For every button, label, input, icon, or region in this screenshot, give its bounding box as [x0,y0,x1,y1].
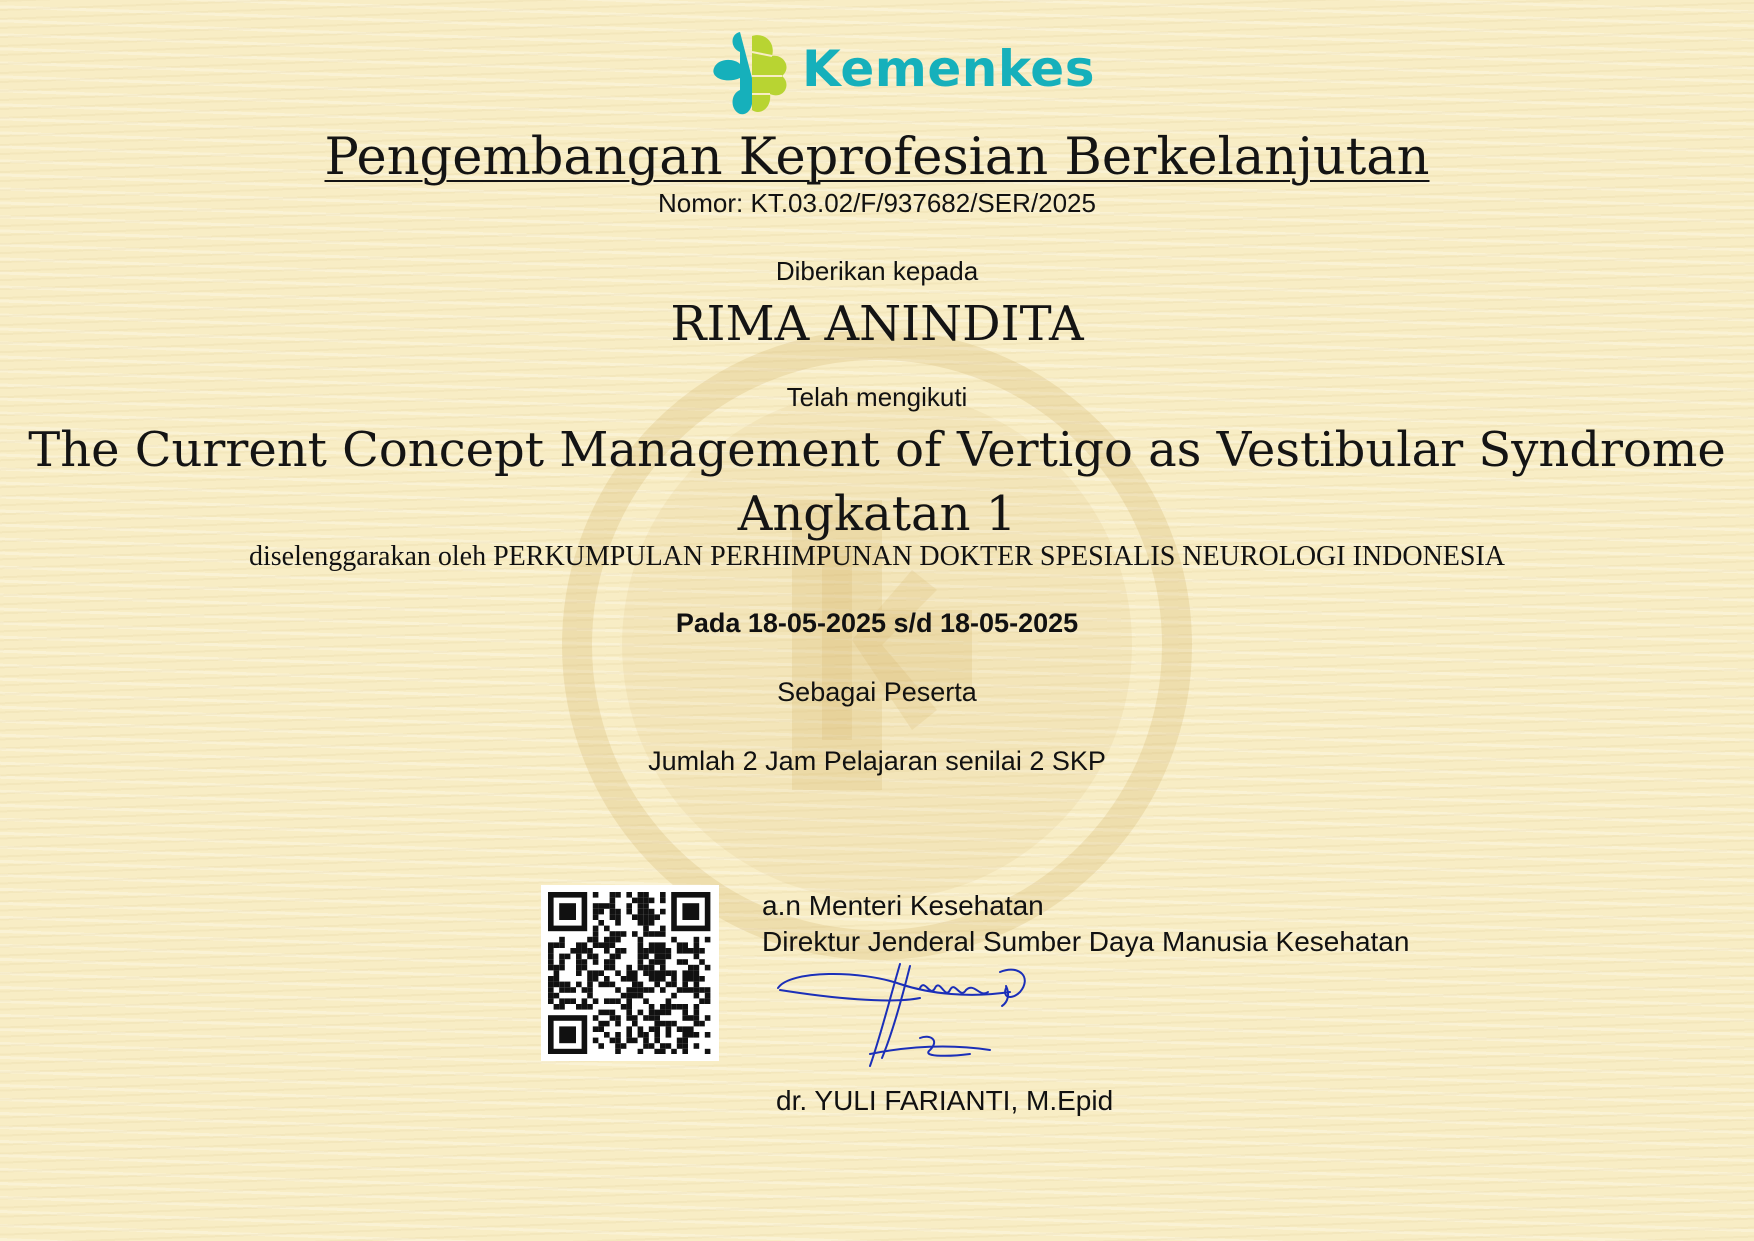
signer-position: Direktur Jenderal Sumber Daya Manusia Kesehatan [762,926,1410,957]
signature-block [762,888,1409,960]
verification-qr-code [541,885,719,1061]
course-title-line1: The Current Concept Management of Vertigo as Vestibular Syndrome [28,422,1726,478]
course-title [0,418,1754,546]
credit-points: Jumlah 2 Jam Pelajaran senilai 2 SKP [648,746,1106,776]
logo-text: Kemenkes [802,40,1095,98]
handwritten-signature [770,958,1050,1074]
course-organizer: diselenggarakan oleh PERKUMPULAN PERHIMPUNAN DOKTER SPESIALIS NEUROLOGI INDONESIA [248,541,1506,572]
course-period: Pada 18-05-2025 s/d 18-05-2025 [675,608,1079,638]
course-intro: Telah mengikuti [786,382,968,412]
recipient-name: RIMA ANINDITA [670,296,1084,352]
certificate-number: Nomor: KT.03.02/F/937682/SER/2025 [658,188,1096,218]
recipient-intro: Diberikan kepada [775,256,979,286]
signer-name: dr. YULI FARIANTI, M.Epid [776,1085,1114,1116]
kemenkes-logo-icon [700,28,792,120]
participant-role: Sebagai Peserta [777,677,977,707]
on-behalf-text: a.n Menteri Kesehatan [762,890,1044,921]
course-title-line2: Angkatan 1 [737,486,1017,542]
kemenkes-logo [700,28,1095,120]
certificate-title: Pengembangan Keprofesian Berkelanjutan [324,128,1430,187]
